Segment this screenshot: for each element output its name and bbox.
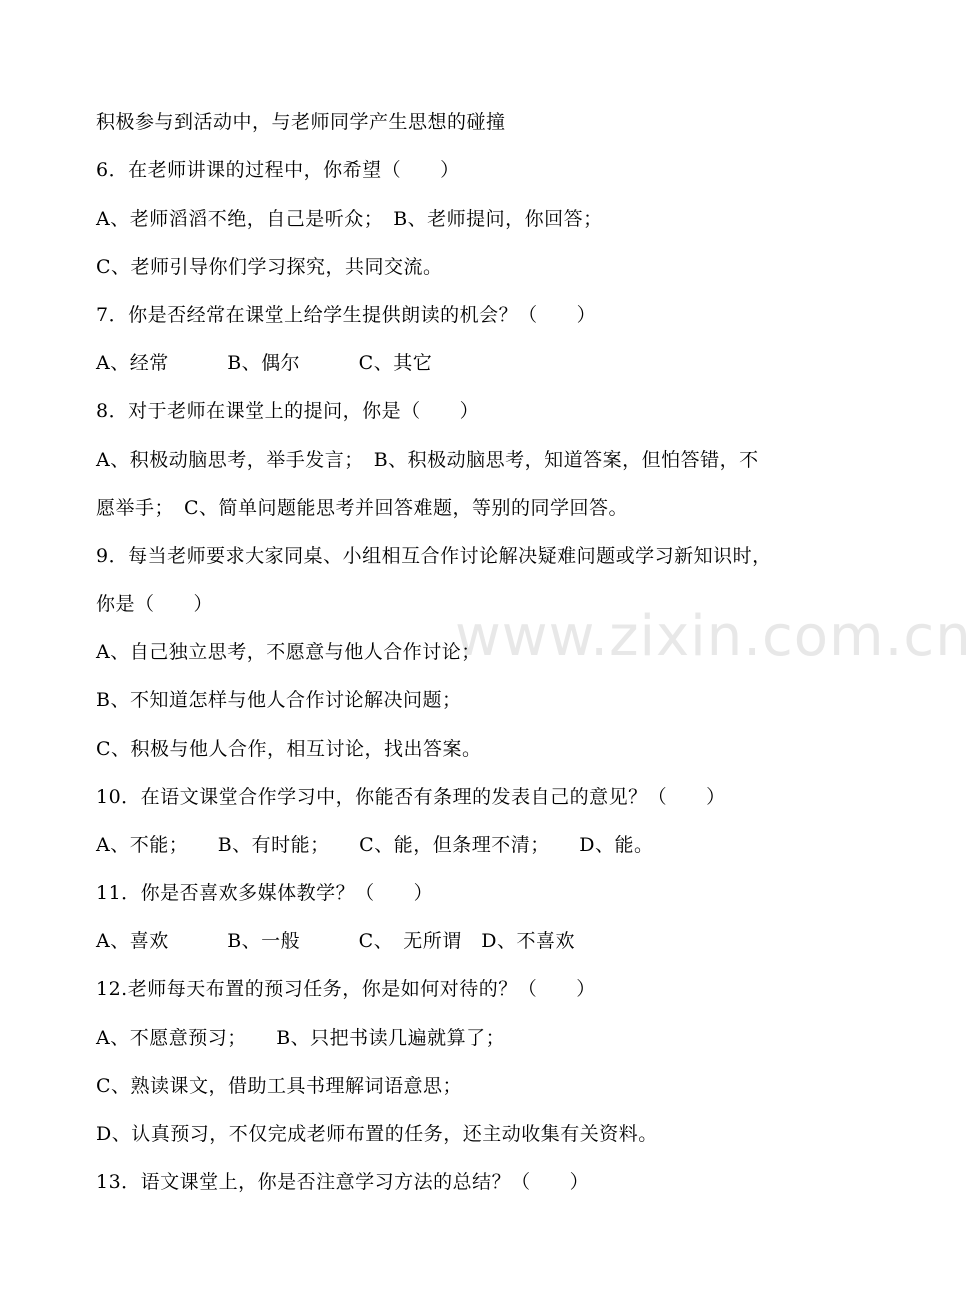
watermark: www.zixin.com.cn — [455, 604, 972, 669]
question-9-option-b: B、不知道怎样与他人合作讨论解决问题； — [96, 689, 462, 711]
question-9-option-c: C、积极与他人合作，相互讨论，找出答案。 — [96, 738, 482, 760]
question-13: 13．语文课堂上，你是否注意学习方法的总结？（ ） — [96, 1171, 590, 1193]
question-8-options-line1: A、积极动脑思考，举手发言； B、积极动脑思考，知道答案，但怕答错，不 — [96, 449, 759, 471]
question-9-option-a: A、自己独立思考，不愿意与他人合作讨论； — [96, 641, 481, 663]
question-12-option-d: D、认真预习，不仅完成老师布置的任务，还主动收集有关资料。 — [96, 1123, 658, 1145]
question-12-option-c: C、熟读课文，借助工具书理解词语意思； — [96, 1075, 463, 1097]
question-9-line2: 你是（ ） — [96, 593, 214, 615]
question-10-options: A、不能； B、有时能； C、能，但条理不清； D、能。 — [96, 834, 654, 856]
question-6: 6．在老师讲课的过程中，你希望（ ） — [96, 159, 460, 181]
question-10: 10．在语文课堂合作学习中，你能否有条理的发表自己的意见？（ ） — [96, 786, 726, 808]
question-12-options-ab: A、不愿意预习； B、只把书读几遍就算了； — [96, 1027, 506, 1049]
question-7-options: A、经常 B、偶尔 C、其它 — [96, 352, 433, 374]
question-9-line1: 9．每当老师要求大家同桌、小组相互合作讨论解决疑难问题或学习新知识时， — [96, 545, 772, 567]
question-11: 11．你是否喜欢多媒体教学？（ ） — [96, 882, 434, 904]
question-8: 8．对于老师在课堂上的提问，你是（ ） — [96, 400, 480, 422]
question-12: 12.老师每天布置的预习任务，你是如何对待的？（ ） — [96, 978, 596, 1000]
question-8-options-line2: 愿举手； C、简单问题能思考并回答难题，等别的同学回答。 — [96, 497, 629, 519]
question-7: 7．你是否经常在课堂上给学生提供朗读的机会？（ ） — [96, 304, 597, 326]
question-6-options-ab: A、老师滔滔不绝，自己是听众； B、老师提问，你回答； — [96, 208, 603, 230]
question-6-option-c: C、老师引导你们学习探究，共同交流。 — [96, 256, 443, 278]
question-11-options: A、喜欢 B、一般 C、 无所谓 D、不喜欢 — [96, 930, 575, 952]
paragraph-line: 积极参与到活动中，与老师同学产生思想的碰撞 — [96, 111, 506, 133]
